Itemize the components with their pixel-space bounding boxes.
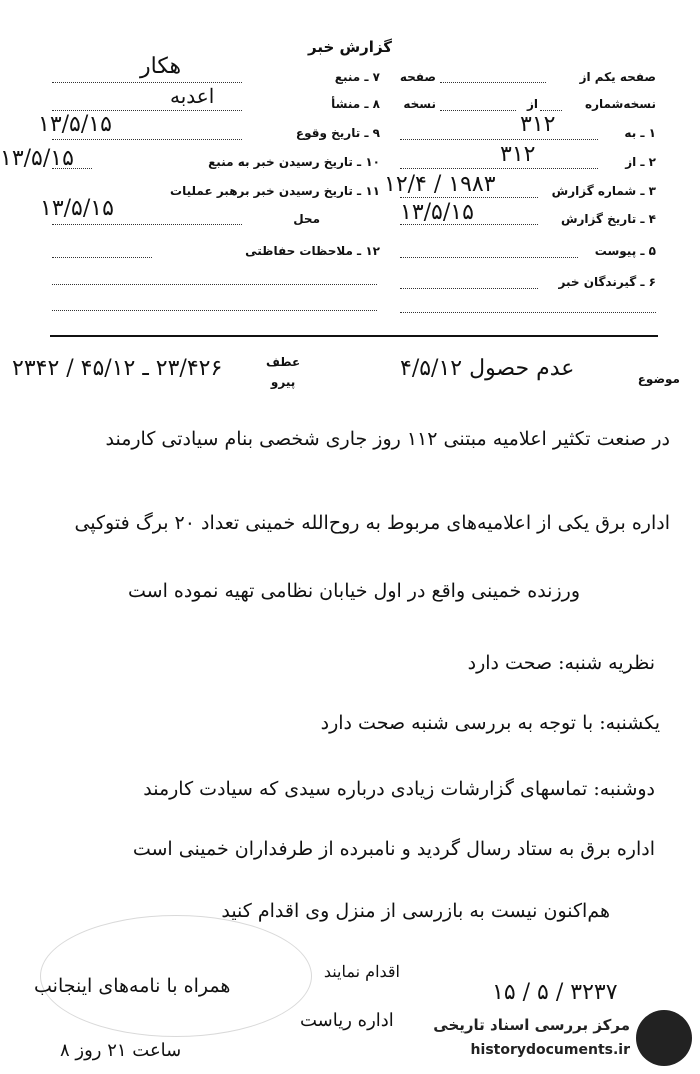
body-line: اداره برق یکی از اعلامیه‌های مربوط به روح‌الله خمینی تعداد ۲۰ برگ فتوکپی (74, 512, 670, 534)
reference-value: ۲۳/۴۲۶ ـ ۴۵/۱۲ / ۲۳۴۲ (12, 356, 223, 381)
field-recipients-line (400, 288, 538, 289)
field-received-ops-label: ۱۱ ـ تاریخ رسیدن خبر برهبر عملیات (170, 184, 380, 198)
field-attachment-line (400, 257, 578, 258)
body-line: یکشنبه: با توجه به بررسی شنبه صحت دارد (320, 712, 660, 734)
field-received-source-value: ۱۳/۵/۱۵ (0, 146, 74, 171)
field-copy-label: نسخه‌شماره (585, 97, 656, 111)
field-from-label: ۲ ـ از (625, 155, 656, 169)
reference-label: عطف (266, 355, 301, 369)
field-copy-suffix: نسخه (403, 97, 436, 111)
field-attachment-label: ۵ ـ پیوست (594, 244, 656, 258)
logo-emblem-icon (636, 1010, 692, 1066)
watermark-logo (422, 1010, 692, 1066)
body-line: دوشنبه: تماسهای گزارشات زیادی درباره سیدی که سیادت کارمند (143, 778, 655, 800)
field-report-date-value: ۱۳/۵/۱۵ (400, 200, 474, 225)
field-security-notes-label: ۱۲ ـ ملاحظات حفاظتی (245, 244, 380, 258)
field-origin-value: اعدبه (170, 84, 215, 108)
body-line: اقدام نمایند (323, 962, 400, 981)
field-security-notes-line-3 (52, 310, 377, 311)
field-to-value: ۳۱۲ (520, 112, 556, 137)
signature-line: همراه با نامه‌های اینجانب (34, 975, 231, 997)
field-to-line (400, 139, 598, 140)
field-recipients-line-2 (400, 312, 656, 313)
field-copy-line-2 (440, 110, 516, 111)
field-source-value: هکار (140, 54, 182, 79)
reference-sub-label: پیرو (270, 375, 296, 389)
reference-box (266, 352, 300, 392)
field-report-number-label: ۳ ـ شماره گزارش (551, 184, 656, 198)
subject-label: موضوع (637, 372, 680, 386)
field-from-line (400, 168, 598, 169)
subject-value: عدم حصول ۴/۵/۱۲ (400, 356, 575, 381)
body-line: نظریه شنبه: صحت دارد (467, 652, 655, 674)
watermark-url: historydocuments.ir (470, 1042, 630, 1058)
field-occurrence-date-line (52, 139, 242, 140)
field-occurrence-date-value: ۱۳/۵/۱۵ (38, 112, 112, 137)
field-source-line (52, 82, 242, 83)
section-divider (50, 335, 658, 337)
body-line: هم‌اکنون نیست به بازرسی از منزل وی اقدام کنید (221, 900, 610, 922)
field-security-notes-line-1 (52, 257, 152, 258)
field-place-label: محل (293, 212, 320, 226)
watermark-title: مرکز بررسی اسناد تاریخی (433, 1016, 630, 1034)
field-source-label: ۷ ـ منبع (334, 70, 380, 84)
field-origin-label: ۸ ـ منشأ (331, 97, 380, 111)
field-page-suffix: صفحه (399, 70, 436, 84)
signature-time: ساعت ۲۱ روز ۸ (60, 1040, 182, 1061)
field-copy-line-1 (540, 110, 562, 111)
field-place-line (52, 224, 242, 225)
field-origin-line (52, 110, 242, 111)
field-report-number-value: ۱۲/۴ / ۱۹۸۳ (384, 172, 496, 197)
field-page-line (440, 82, 546, 83)
field-copy-of: از (526, 97, 538, 111)
field-place-value: ۱۳/۵/۱۵ (40, 196, 114, 221)
document-title: گزارش خبر (307, 38, 393, 56)
field-received-source-label: ۱۰ ـ تاریخ رسیدن خبر به منبع (208, 155, 380, 169)
body-line: در صنعت تکثیر اعلامیه مبتنی ۱۱۲ روز جاری شخصی بنام سیادتی کارمند (105, 428, 670, 450)
field-to-label: ۱ ـ به (624, 126, 656, 140)
field-recipients-label: ۶ ـ گیرندگان خبر (558, 275, 656, 289)
field-report-number-line (400, 197, 538, 198)
field-security-notes-line-2 (52, 284, 377, 285)
signature-office: اداره ریاست (300, 1010, 394, 1031)
field-page-label: صفحه یکم از (579, 70, 656, 84)
field-from-value: ۳۱۲ (500, 142, 536, 167)
signature-date: ۱۵ / ۵ / ۳۲۳۷ (492, 980, 618, 1005)
body-line: ورزنده خمینی واقع در اول خیابان نظامی تهیه نموده است (128, 580, 580, 602)
field-occurrence-date-label: ۹ ـ تاریخ وقوع (295, 126, 380, 140)
body-line: اداره برق به ستاد رسال گردید و نامبرده از طرفداران خمینی است (132, 838, 655, 860)
field-report-date-label: ۴ ـ تاریخ گزارش (560, 212, 656, 226)
